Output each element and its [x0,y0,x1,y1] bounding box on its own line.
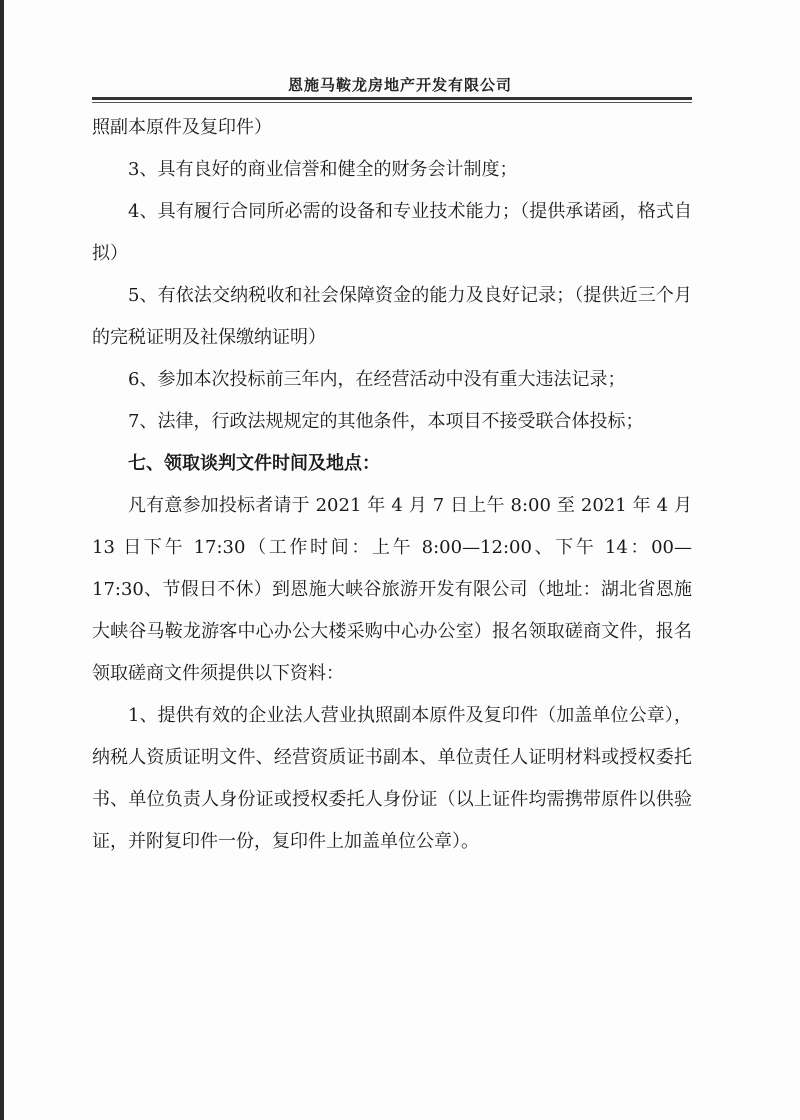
header-rule-thin [92,102,692,103]
paragraph-registration: 凡有意参加投标者请于 2021 年 4 月 7 日上午 8:00 至 2021 年 4 月 13 日下午 17:30（工作时间：上午 8:00—12:00、下午 14：00—17:30、节假日不休）到恩施大峡谷旅游开发有限公司（地址：湖北省恩施大峡谷马鞍龙游客中心办公大楼采购中心办公室）报名领取磋商文件，报名领取磋商文件须提供以下资料： [92,495,692,684]
paragraph-item-7: 7、法律，行政法规规定的其他条件，本项目不接受联合体投标； [128,411,644,432]
paragraph-item-5: 5、有依法交纳税收和社会保障资金的能力及良好记录；（提供近三个月的完税证明及社保缴纳证明） [92,285,692,348]
header-company-name: 恩施马鞍龙房地产开发有限公司 [287,76,512,94]
paragraph-materials-1: 1、提供有效的企业法人营业执照副本原件及复印件（加盖单位公章），纳税人资质证明文件、经营资质证书副本、单位责任人证明材料或授权委托书、单位负责人身份证或授权委托人身份证（以上证件均需携带原件以供验证，并附复印件一份，复印件上加盖单位公章）。 [92,705,692,852]
paragraph-item-3: 3、具有良好的商业信誉和健全的财务会计制度； [128,159,518,180]
paragraph-item-4: 4、具有履行合同所必需的设备和专业技术能力；（提供承诺函，格式自拟） [92,201,692,264]
header-rule-thick [92,97,692,100]
paragraph-continuation: 照副本原件及复印件） [92,117,272,138]
paragraph-item-6: 6、参加本次投标前三年内，在经营活动中没有重大违法记录； [128,369,626,390]
section-heading: 七、领取谈判文件时间及地点： [128,453,380,474]
document-body [92,107,692,863]
scan-left-edge [0,0,4,1120]
